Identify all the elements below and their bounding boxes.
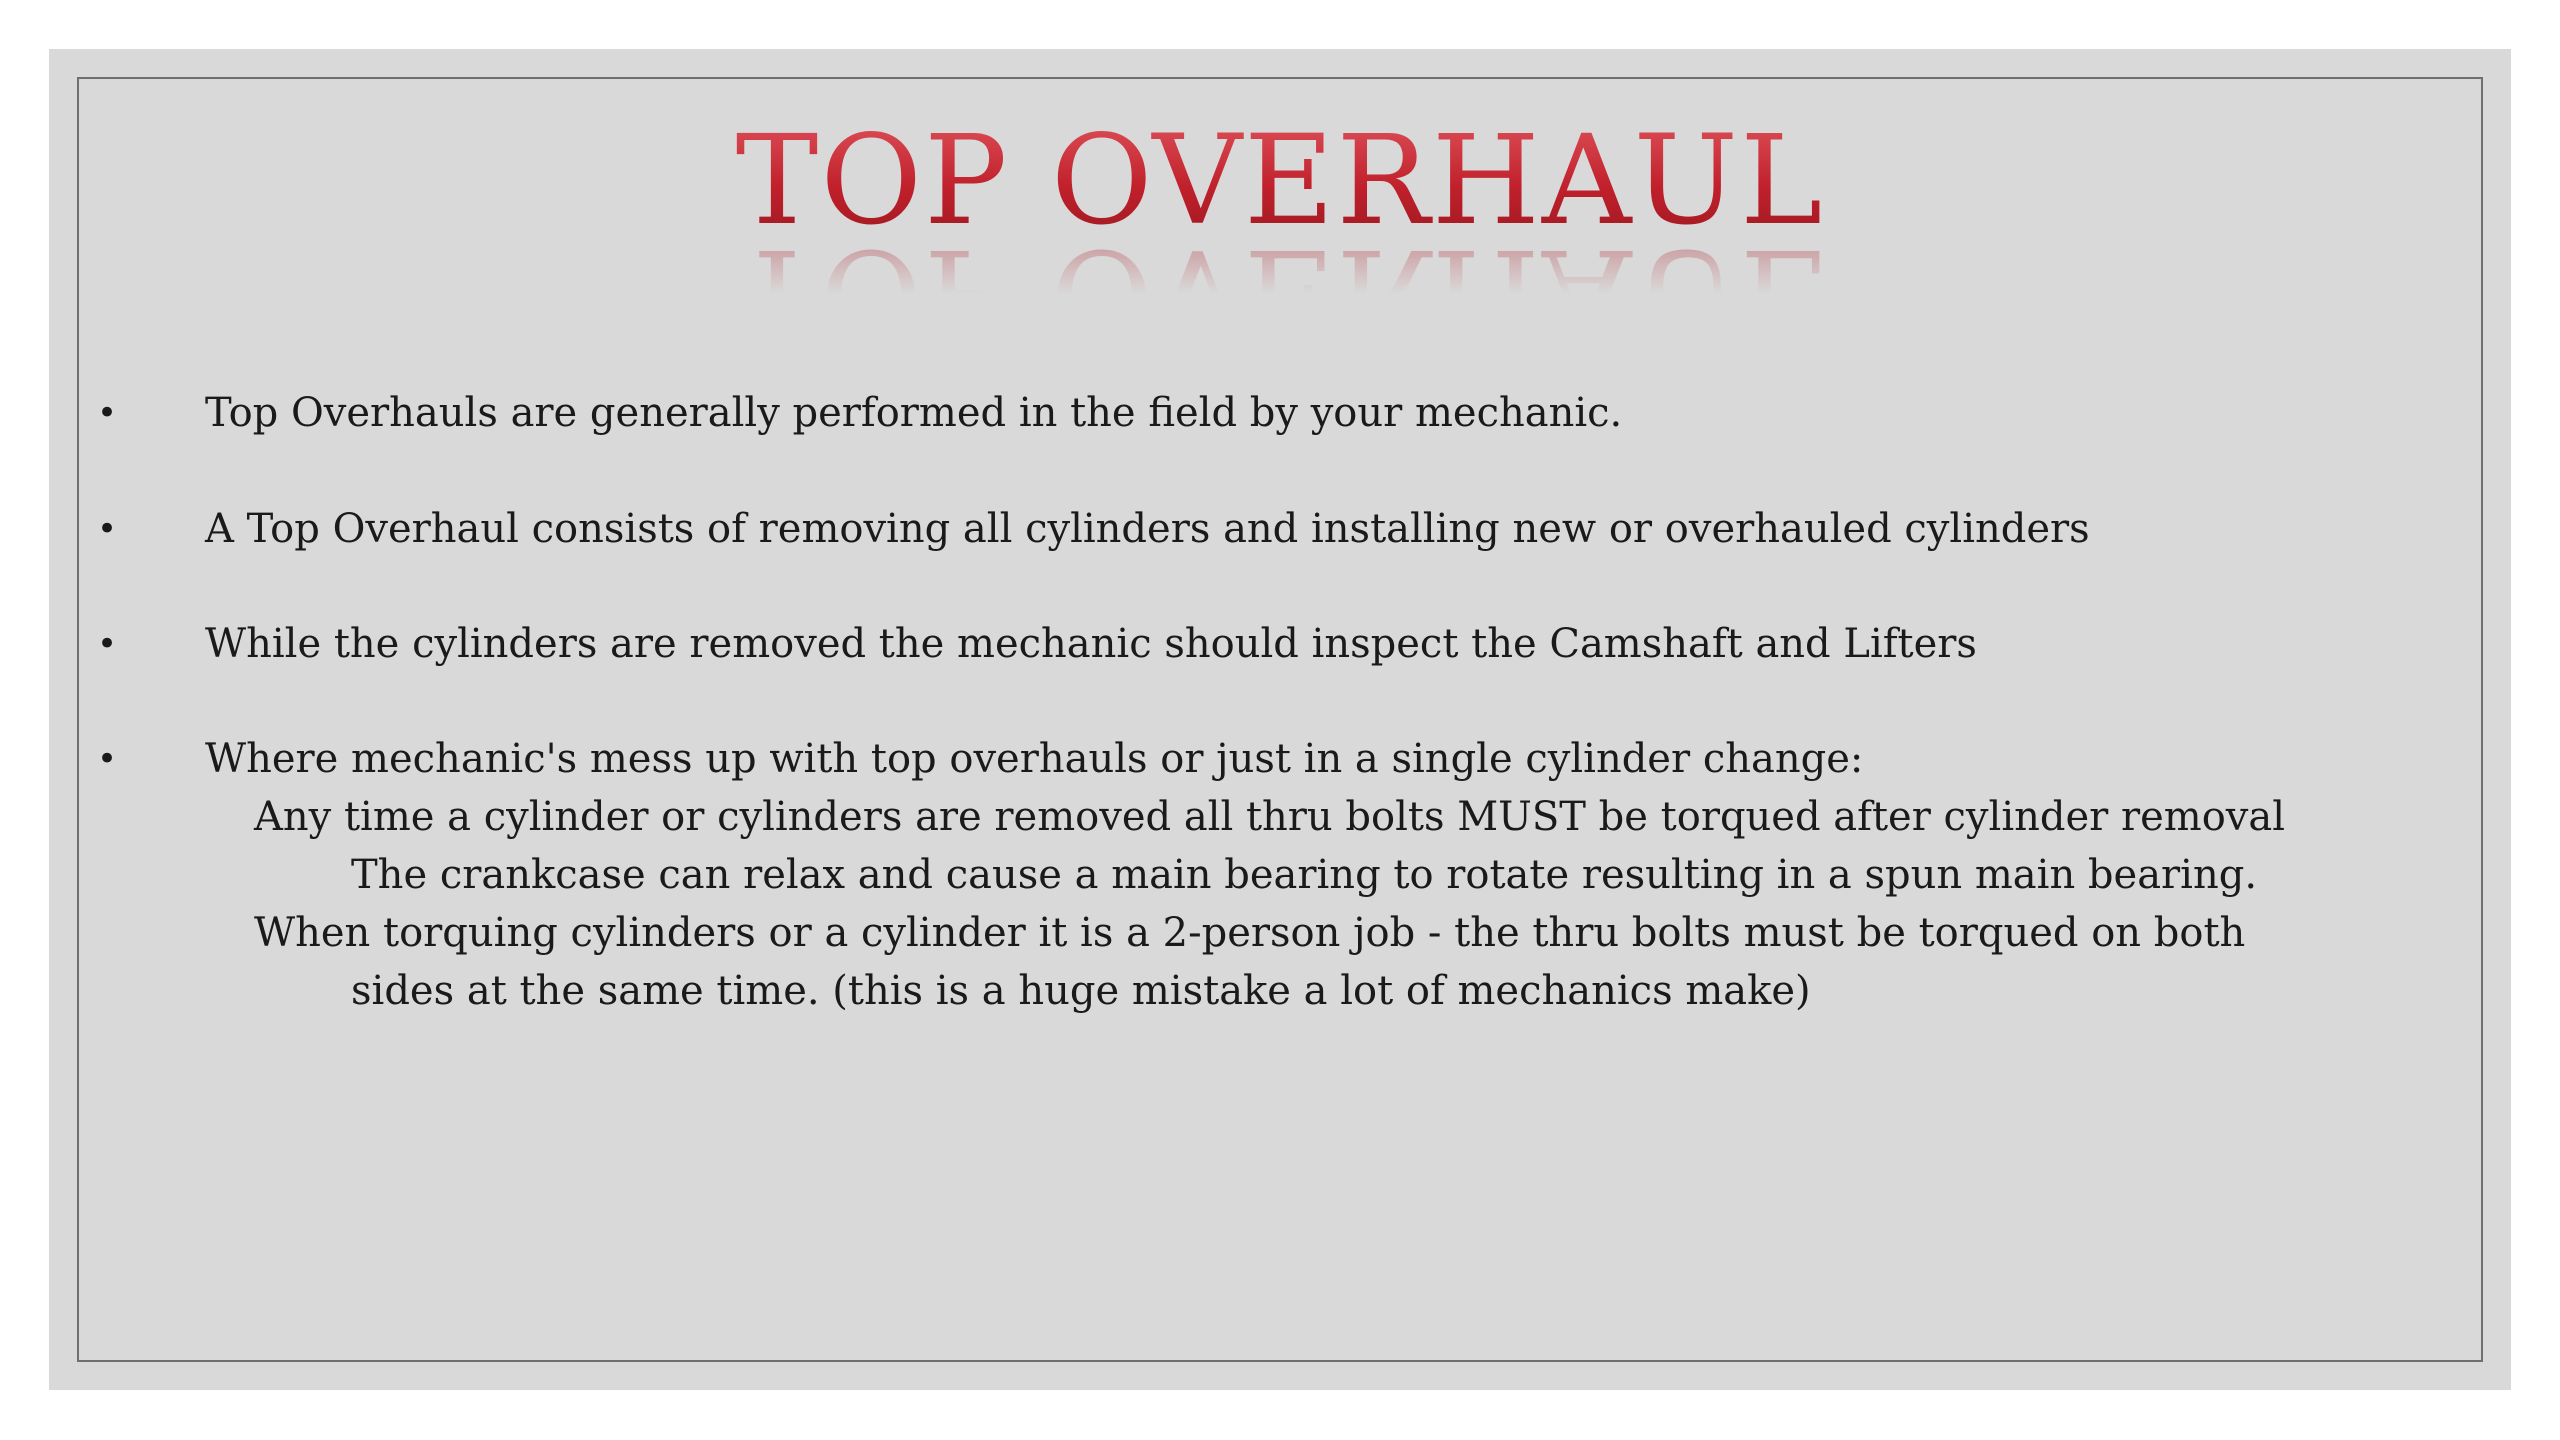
slide-title: TOP OVERHAUL xyxy=(735,109,1825,253)
title-area xyxy=(49,111,2511,311)
bullet-icon: • xyxy=(97,624,118,664)
bullet-icon: • xyxy=(97,739,118,779)
slide xyxy=(49,49,2511,1390)
sub-bullet-text: Any time a cylinder or cylinders are removed all thru bolts MUST be torqued after cylinder removal xyxy=(254,794,2286,840)
bullet-text: A Top Overhaul consists of removing all cylinders and installing new or overhauled cylinders xyxy=(205,506,2090,552)
bullet-icon: • xyxy=(97,393,118,433)
bullet-icon: • xyxy=(97,509,118,549)
sub-bullet-text: sides at the same time. (this is a huge mistake a lot of mechanics make) xyxy=(351,968,1811,1014)
bullet-text: While the cylinders are removed the mechanic should inspect the Camshaft and Lifters xyxy=(205,621,1977,667)
bullet-text: Where mechanic's mess up with top overhauls or just in a single cylinder change: xyxy=(205,736,1864,782)
bullet-text: Top Overhauls are generally performed in the field by your mechanic. xyxy=(205,390,1623,436)
sub-bullet-text: The crankcase can relax and cause a main bearing to rotate resulting in a spun main bearing. xyxy=(351,852,2258,898)
sub-bullet-text: When torquing cylinders or a cylinder it is a 2-person job - the thru bolts must be torqued on both xyxy=(254,910,2246,956)
